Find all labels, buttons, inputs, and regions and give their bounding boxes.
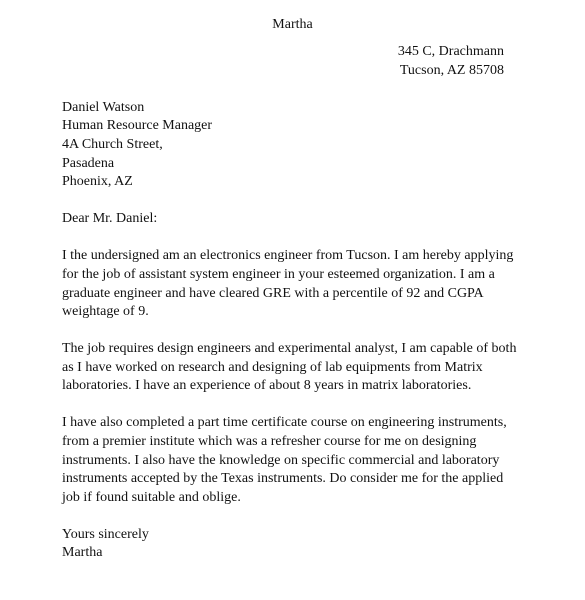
body-line: instruments accepted by the Texas instruments. Do consider me for the applied (62, 471, 504, 486)
body-line: as I have worked on research and designing of lab equipments from Matrix (62, 360, 483, 375)
body-line: job if found suitable and oblige. (62, 490, 241, 505)
body-line: graduate engineer and have cleared GRE with a percentile of 92 and CGPA (62, 286, 484, 301)
sender-name-heading: Martha (272, 17, 313, 32)
recipient-city: Phoenix, AZ (62, 174, 133, 189)
body-line: I the undersigned am an electronics engineer from Tucson. I am hereby applying (62, 248, 514, 263)
body-line: weightage of 9. (62, 304, 149, 319)
recipient-name: Daniel Watson (62, 100, 145, 115)
salutation: Dear Mr. Daniel: (62, 211, 158, 226)
body-line: from a premier institute which was a refresher course for me on designing (62, 434, 477, 449)
closing-signature: Martha (62, 545, 103, 560)
body-line: for the job of assistant system engineer in your esteemed organization. I am a (62, 267, 495, 282)
recipient-title: Human Resource Manager (62, 118, 213, 133)
body-line: I have also completed a part time certificate course on engineering instruments, (62, 415, 507, 430)
body-line: instruments. I also have the knowledge on specific commercial and laboratory (62, 453, 500, 468)
recipient-area: Pasadena (62, 156, 115, 171)
recipient-street: 4A Church Street, (62, 137, 163, 152)
sender-address-line1: 345 C, Drachmann (397, 44, 504, 59)
closing-phrase: Yours sincerely (62, 527, 149, 542)
sender-address-line2: Tucson, AZ 85708 (399, 63, 504, 78)
body-line: laboratories. I have an experience of about 8 years in matrix laboratories. (62, 378, 472, 393)
body-line: The job requires design engineers and experimental analyst, I am capable of both (62, 341, 517, 356)
